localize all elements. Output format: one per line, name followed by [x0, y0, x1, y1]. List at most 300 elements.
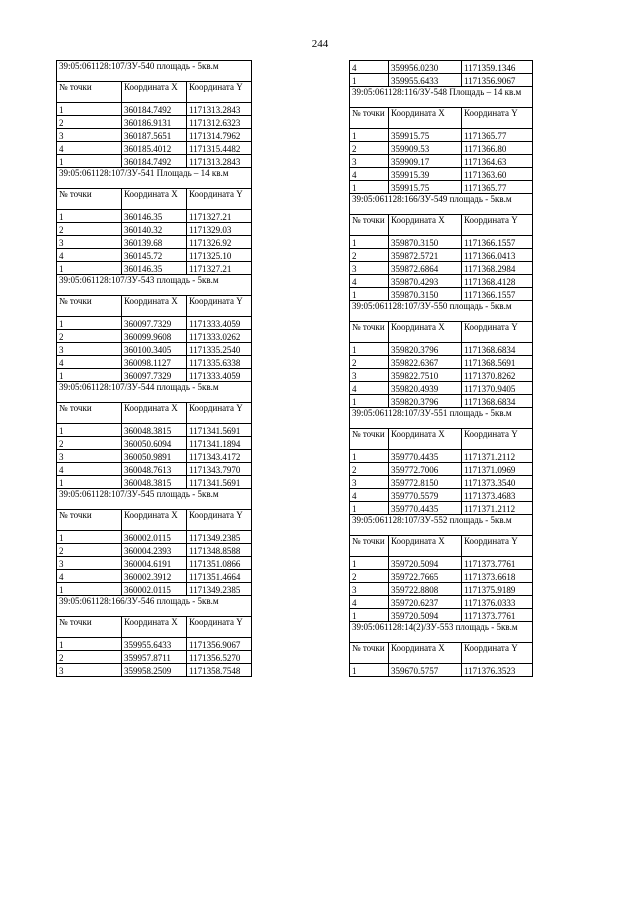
coordinate-y: 1171373.4683 — [462, 489, 533, 502]
coordinate-y: 1171366.80 — [462, 142, 533, 155]
coordinate-y: 1171349.2385 — [187, 531, 252, 544]
coordinate-y: 1171329.03 — [187, 223, 252, 236]
coordinate-y: 1171359.1346 — [462, 61, 533, 74]
point-number: 2 — [350, 570, 389, 583]
table-row — [350, 463, 533, 476]
coordinate-x: 360145.72 — [122, 249, 187, 262]
point-number: 3 — [57, 557, 122, 570]
coordinate-y: 1171368.4128 — [462, 275, 533, 288]
coordinate-y: 1171333.4059 — [187, 317, 252, 330]
coordinate-x: 360050.6094 — [122, 437, 187, 450]
point-number: 4 — [57, 142, 122, 155]
point-number: 2 — [350, 356, 389, 369]
coordinate-y: 1171373.6618 — [462, 570, 533, 583]
table-row — [57, 262, 252, 275]
point-number: 4 — [57, 570, 122, 583]
coordinate-y: 1171365.77 — [462, 181, 533, 194]
table-row — [350, 609, 533, 622]
header-row — [350, 643, 533, 664]
header-coordinate-x: Координата X — [122, 617, 187, 638]
table-row — [57, 664, 252, 677]
coordinate-x: 360004.6191 — [122, 557, 187, 570]
table-row — [350, 450, 533, 463]
coordinate-y: 1171349.2385 — [187, 583, 252, 596]
table-row — [350, 262, 533, 275]
point-number: 2 — [350, 249, 389, 262]
table-row — [350, 236, 533, 249]
header-coordinate-x: Координата X — [389, 536, 462, 557]
parcel-title: 39:05:061128:107/ЗУ-544 площадь - 5кв.м — [57, 382, 252, 403]
coordinate-y: 1171371.2112 — [462, 502, 533, 515]
header-point-number: № точки — [57, 82, 122, 103]
coordinate-x: 360146.35 — [122, 262, 187, 275]
coordinate-x: 360048.3815 — [122, 476, 187, 489]
header-row — [350, 536, 533, 557]
coordinate-y: 1171312.6323 — [187, 116, 252, 129]
table-row — [350, 288, 533, 301]
coordinate-x: 360048.7613 — [122, 463, 187, 476]
point-number: 3 — [350, 155, 389, 168]
table-row — [57, 424, 252, 437]
coordinate-x: 360002.3912 — [122, 570, 187, 583]
parcel-title: 39:05:061128:107/ЗУ-545 площадь - 5кв.м — [57, 489, 252, 510]
point-number: 4 — [350, 275, 389, 288]
point-number: 1 — [57, 103, 122, 116]
header-coordinate-y: Координата Y — [462, 108, 533, 129]
point-number: 4 — [350, 489, 389, 502]
parcel-title-row — [350, 515, 533, 536]
table-row — [350, 74, 533, 87]
table-row — [57, 476, 252, 489]
point-number: 1 — [57, 155, 122, 168]
table-row — [350, 395, 533, 408]
header-row — [350, 429, 533, 450]
table-row — [350, 570, 533, 583]
point-number: 2 — [57, 330, 122, 343]
coordinate-x: 360185.4012 — [122, 142, 187, 155]
point-number: 2 — [350, 463, 389, 476]
coordinate-y: 1171363.60 — [462, 168, 533, 181]
coordinate-x: 359872.6864 — [389, 262, 462, 275]
header-coordinate-x: Координата X — [389, 215, 462, 236]
parcel-title: 39:05:061128:107/ЗУ-551 площадь - 5кв.м — [350, 408, 533, 429]
coordinate-x: 359915.75 — [389, 129, 462, 142]
coordinate-x: 360050.9891 — [122, 450, 187, 463]
point-number: 1 — [350, 557, 389, 570]
right-column — [349, 60, 533, 677]
header-row — [57, 510, 252, 531]
parcel-title-row — [350, 408, 533, 429]
point-number: 1 — [57, 638, 122, 651]
coordinate-y: 1171368.6834 — [462, 395, 533, 408]
parcel-title: 39:05:061128:107/ЗУ-543 площадь - 5кв.м — [57, 275, 252, 296]
coordinate-y: 1171335.6338 — [187, 356, 252, 369]
coordinate-x: 360100.3405 — [122, 343, 187, 356]
table-row — [350, 129, 533, 142]
coordinate-x: 359720.5094 — [389, 557, 462, 570]
header-coordinate-x: Координата X — [122, 296, 187, 317]
header-row — [57, 296, 252, 317]
point-number: 3 — [57, 343, 122, 356]
parcel-title: 39:05:061128:166/ЗУ-549 площадь - 5кв.м — [350, 194, 533, 215]
coordinate-y: 1171368.6834 — [462, 343, 533, 356]
coordinates-table-left — [56, 60, 252, 677]
header-coordinate-y: Координата Y — [462, 322, 533, 343]
table-row — [57, 369, 252, 382]
coordinate-x: 359820.3796 — [389, 395, 462, 408]
table-row — [57, 210, 252, 223]
point-number: 2 — [57, 544, 122, 557]
coordinate-y: 1171325.10 — [187, 249, 252, 262]
point-number: 1 — [350, 502, 389, 515]
coordinate-y: 1171376.0333 — [462, 596, 533, 609]
table-row — [350, 61, 533, 74]
table-row — [57, 638, 252, 651]
header-row — [57, 403, 252, 424]
table-row — [57, 223, 252, 236]
parcel-title: 39:05:061128:107/ЗУ-552 площадь - 5кв.м — [350, 515, 533, 536]
header-coordinate-y: Координата Y — [462, 429, 533, 450]
header-coordinate-x: Координата X — [389, 108, 462, 129]
coordinate-y: 1171313.2843 — [187, 103, 252, 116]
table-row — [57, 651, 252, 664]
parcel-title: 39:05:061128:14(2)/ЗУ-553 площадь - 5кв.м — [350, 622, 533, 643]
point-number: 1 — [350, 74, 389, 87]
header-point-number: № точки — [57, 296, 122, 317]
header-point-number: № точки — [57, 617, 122, 638]
coordinate-y: 1171370.9405 — [462, 382, 533, 395]
coordinate-x: 359722.7665 — [389, 570, 462, 583]
header-row — [350, 108, 533, 129]
parcel-title-row — [57, 382, 252, 403]
point-number: 1 — [350, 664, 389, 677]
table-row — [57, 317, 252, 330]
table-row — [57, 557, 252, 570]
coordinate-y: 1171375.9189 — [462, 583, 533, 596]
parcel-title: 39:05:061128:107/ЗУ-541 Площадь – 14 кв.м — [57, 168, 252, 189]
header-coordinate-x: Координата X — [122, 403, 187, 424]
point-number: 3 — [57, 450, 122, 463]
coordinate-x: 359915.75 — [389, 181, 462, 194]
header-coordinate-x: Координата X — [122, 82, 187, 103]
coordinate-x: 360184.7492 — [122, 103, 187, 116]
point-number: 1 — [57, 531, 122, 544]
coordinate-y: 1171341.5691 — [187, 476, 252, 489]
point-number: 2 — [350, 142, 389, 155]
coordinate-y: 1171373.7761 — [462, 609, 533, 622]
table-row — [57, 103, 252, 116]
point-number: 3 — [57, 236, 122, 249]
table-row — [57, 249, 252, 262]
coordinate-y: 1171333.0262 — [187, 330, 252, 343]
coordinate-x: 360186.9131 — [122, 116, 187, 129]
coordinate-y: 1171315.4482 — [187, 142, 252, 155]
table-row — [350, 343, 533, 356]
table-row — [350, 142, 533, 155]
parcel-title-row — [350, 622, 533, 643]
point-number: 1 — [350, 343, 389, 356]
table-row — [350, 275, 533, 288]
point-number: 1 — [57, 317, 122, 330]
table-row — [57, 343, 252, 356]
header-point-number: № точки — [350, 536, 389, 557]
parcel-title: 39:05:061128:107/ЗУ-550 площадь - 5кв.м — [350, 301, 533, 322]
coordinate-y: 1171376.3523 — [462, 664, 533, 677]
coordinate-y: 1171356.5270 — [187, 651, 252, 664]
header-row — [57, 189, 252, 210]
header-point-number: № точки — [350, 643, 389, 664]
coordinate-y: 1171366.1557 — [462, 236, 533, 249]
parcel-title-row — [350, 194, 533, 215]
table-row — [57, 142, 252, 155]
coordinate-y: 1171314.7962 — [187, 129, 252, 142]
header-row — [57, 617, 252, 638]
coordinate-y: 1171373.3540 — [462, 476, 533, 489]
header-row — [57, 82, 252, 103]
header-coordinate-x: Координата X — [389, 643, 462, 664]
table-row — [350, 181, 533, 194]
coordinate-y: 1171364.63 — [462, 155, 533, 168]
coordinate-y: 1171366.0413 — [462, 249, 533, 262]
point-number: 2 — [57, 651, 122, 664]
header-coordinate-x: Координата X — [389, 429, 462, 450]
coordinate-y: 1171370.8262 — [462, 369, 533, 382]
coordinate-x: 359958.2509 — [122, 664, 187, 677]
coordinate-x: 359909.53 — [389, 142, 462, 155]
coordinate-x: 360097.7329 — [122, 369, 187, 382]
point-number: 3 — [57, 664, 122, 677]
coordinate-x: 359870.3150 — [389, 288, 462, 301]
table-row — [57, 356, 252, 369]
point-number: 1 — [350, 609, 389, 622]
header-coordinate-y: Координата Y — [462, 643, 533, 664]
header-coordinate-y: Координата Y — [187, 617, 252, 638]
coordinate-x: 359822.7510 — [389, 369, 462, 382]
point-number: 1 — [350, 395, 389, 408]
coordinate-x: 360002.0115 — [122, 531, 187, 544]
table-row — [350, 249, 533, 262]
header-coordinate-y: Координата Y — [187, 82, 252, 103]
coordinate-x: 359820.4939 — [389, 382, 462, 395]
coordinate-x: 360048.3815 — [122, 424, 187, 437]
header-coordinate-y: Координата Y — [462, 215, 533, 236]
table-row — [57, 544, 252, 557]
coordinate-y: 1171368.5691 — [462, 356, 533, 369]
table-row — [57, 531, 252, 544]
parcel-title: 39:05:061128:107/ЗУ-540 площадь - 5кв.м — [57, 61, 252, 82]
point-number: 4 — [57, 249, 122, 262]
coordinate-y: 1171326.92 — [187, 236, 252, 249]
header-point-number: № точки — [350, 215, 389, 236]
coordinate-x: 360146.35 — [122, 210, 187, 223]
coordinate-x: 360002.0115 — [122, 583, 187, 596]
coordinate-y: 1171313.2843 — [187, 155, 252, 168]
header-coordinate-x: Координата X — [122, 189, 187, 210]
point-number: 3 — [350, 262, 389, 275]
page-number: 244 — [311, 38, 329, 50]
coordinate-x: 359770.4435 — [389, 502, 462, 515]
coordinate-y: 1171341.1894 — [187, 437, 252, 450]
coordinate-x: 359957.8711 — [122, 651, 187, 664]
table-row — [350, 583, 533, 596]
table-row — [350, 596, 533, 609]
point-number: 1 — [350, 450, 389, 463]
coordinate-y: 1171368.2984 — [462, 262, 533, 275]
table-row — [350, 502, 533, 515]
coordinate-y: 1171351.0866 — [187, 557, 252, 570]
table-row — [57, 330, 252, 343]
table-row — [350, 489, 533, 502]
coordinate-y: 1171327.21 — [187, 262, 252, 275]
coordinate-x: 359909.17 — [389, 155, 462, 168]
table-row — [350, 664, 533, 677]
header-point-number: № точки — [350, 108, 389, 129]
point-number: 1 — [350, 181, 389, 194]
coordinate-x: 359772.8150 — [389, 476, 462, 489]
table-row — [350, 557, 533, 570]
header-coordinate-x: Координата X — [389, 322, 462, 343]
coordinate-y: 1171358.7548 — [187, 664, 252, 677]
header-coordinate-y: Координата Y — [187, 403, 252, 424]
coordinate-x: 360004.2393 — [122, 544, 187, 557]
header-coordinate-y: Координата Y — [187, 296, 252, 317]
header-point-number: № точки — [57, 510, 122, 531]
header-coordinate-y: Координата Y — [187, 510, 252, 531]
header-row — [350, 322, 533, 343]
coordinate-x: 359956.0230 — [389, 61, 462, 74]
point-number: 2 — [57, 223, 122, 236]
coordinate-x: 359915.39 — [389, 168, 462, 181]
table-row — [57, 437, 252, 450]
point-number: 3 — [350, 476, 389, 489]
coordinate-x: 359822.6367 — [389, 356, 462, 369]
point-number: 4 — [57, 356, 122, 369]
parcel-title-row — [57, 168, 252, 189]
coordinate-x: 359872.5721 — [389, 249, 462, 262]
point-number: 1 — [350, 129, 389, 142]
coordinate-x: 360139.68 — [122, 236, 187, 249]
left-column — [56, 60, 252, 677]
parcel-title-row — [350, 87, 533, 108]
point-number: 4 — [57, 463, 122, 476]
table-row — [57, 463, 252, 476]
coordinates-table-right — [349, 60, 533, 677]
parcel-title-row — [57, 596, 252, 617]
parcel-title-row — [57, 489, 252, 510]
point-number: 1 — [57, 476, 122, 489]
coordinate-y: 1171371.2112 — [462, 450, 533, 463]
header-coordinate-y: Координата Y — [462, 536, 533, 557]
coordinate-x: 360187.5651 — [122, 129, 187, 142]
coordinate-x: 359870.4293 — [389, 275, 462, 288]
coordinate-x: 359770.4435 — [389, 450, 462, 463]
coordinate-x: 360097.7329 — [122, 317, 187, 330]
header-coordinate-x: Координата X — [122, 510, 187, 531]
point-number: 1 — [57, 583, 122, 596]
coordinate-y: 1171365.77 — [462, 129, 533, 142]
table-row — [350, 369, 533, 382]
coordinate-y: 1171366.1557 — [462, 288, 533, 301]
parcel-title-row — [57, 275, 252, 296]
point-number: 4 — [350, 382, 389, 395]
coordinate-x: 359720.6237 — [389, 596, 462, 609]
table-row — [57, 155, 252, 168]
table-row — [57, 129, 252, 142]
coordinate-x: 360098.1127 — [122, 356, 187, 369]
coordinate-x: 360099.9608 — [122, 330, 187, 343]
table-row — [350, 155, 533, 168]
coordinate-x: 359720.5094 — [389, 609, 462, 622]
coordinate-x: 359870.3150 — [389, 236, 462, 249]
coordinate-x: 359722.8808 — [389, 583, 462, 596]
point-number: 2 — [57, 437, 122, 450]
point-number: 4 — [350, 168, 389, 181]
coordinate-x: 359820.3796 — [389, 343, 462, 356]
coordinate-x: 360140.32 — [122, 223, 187, 236]
parcel-title: 39:05:061128:166/ЗУ-546 площадь - 5кв.м — [57, 596, 252, 617]
coordinate-x: 359770.5579 — [389, 489, 462, 502]
coordinate-x: 359955.6433 — [122, 638, 187, 651]
table-row — [350, 356, 533, 369]
header-point-number: № точки — [350, 322, 389, 343]
table-row — [350, 476, 533, 489]
coordinate-y: 1171373.7761 — [462, 557, 533, 570]
point-number: 4 — [350, 61, 389, 74]
parcel-title-row — [57, 61, 252, 82]
table-row — [350, 168, 533, 181]
coordinate-y: 1171356.9067 — [462, 74, 533, 87]
header-coordinate-y: Координата Y — [187, 189, 252, 210]
point-number: 1 — [57, 369, 122, 382]
point-number: 1 — [350, 236, 389, 249]
point-number: 1 — [57, 262, 122, 275]
header-point-number: № точки — [57, 403, 122, 424]
point-number: 3 — [350, 583, 389, 596]
coordinate-y: 1171335.2540 — [187, 343, 252, 356]
coordinate-y: 1171351.4664 — [187, 570, 252, 583]
header-row — [350, 215, 533, 236]
point-number: 3 — [57, 129, 122, 142]
table-row — [57, 570, 252, 583]
parcel-title: 39:05:061128:116/ЗУ-548 Площадь – 14 кв.м — [350, 87, 533, 108]
parcel-title-row — [350, 301, 533, 322]
coordinate-y: 1171333.4059 — [187, 369, 252, 382]
coordinate-y: 1171327.21 — [187, 210, 252, 223]
coordinate-x: 360184.7492 — [122, 155, 187, 168]
point-number: 4 — [350, 596, 389, 609]
coordinate-x: 359955.6433 — [389, 74, 462, 87]
point-number: 1 — [57, 424, 122, 437]
table-row — [57, 450, 252, 463]
point-number: 3 — [350, 369, 389, 382]
coordinate-x: 359670.5757 — [389, 664, 462, 677]
coordinate-y: 1171371.0969 — [462, 463, 533, 476]
header-point-number: № точки — [350, 429, 389, 450]
coordinate-x: 359772.7006 — [389, 463, 462, 476]
coordinate-y: 1171343.7970 — [187, 463, 252, 476]
point-number: 2 — [57, 116, 122, 129]
coordinate-y: 1171343.4172 — [187, 450, 252, 463]
point-number: 1 — [57, 210, 122, 223]
table-row — [350, 382, 533, 395]
table-row — [57, 236, 252, 249]
header-point-number: № точки — [57, 189, 122, 210]
coordinate-y: 1171356.9067 — [187, 638, 252, 651]
table-row — [57, 583, 252, 596]
point-number: 1 — [350, 288, 389, 301]
coordinate-y: 1171348.8588 — [187, 544, 252, 557]
table-row — [57, 116, 252, 129]
